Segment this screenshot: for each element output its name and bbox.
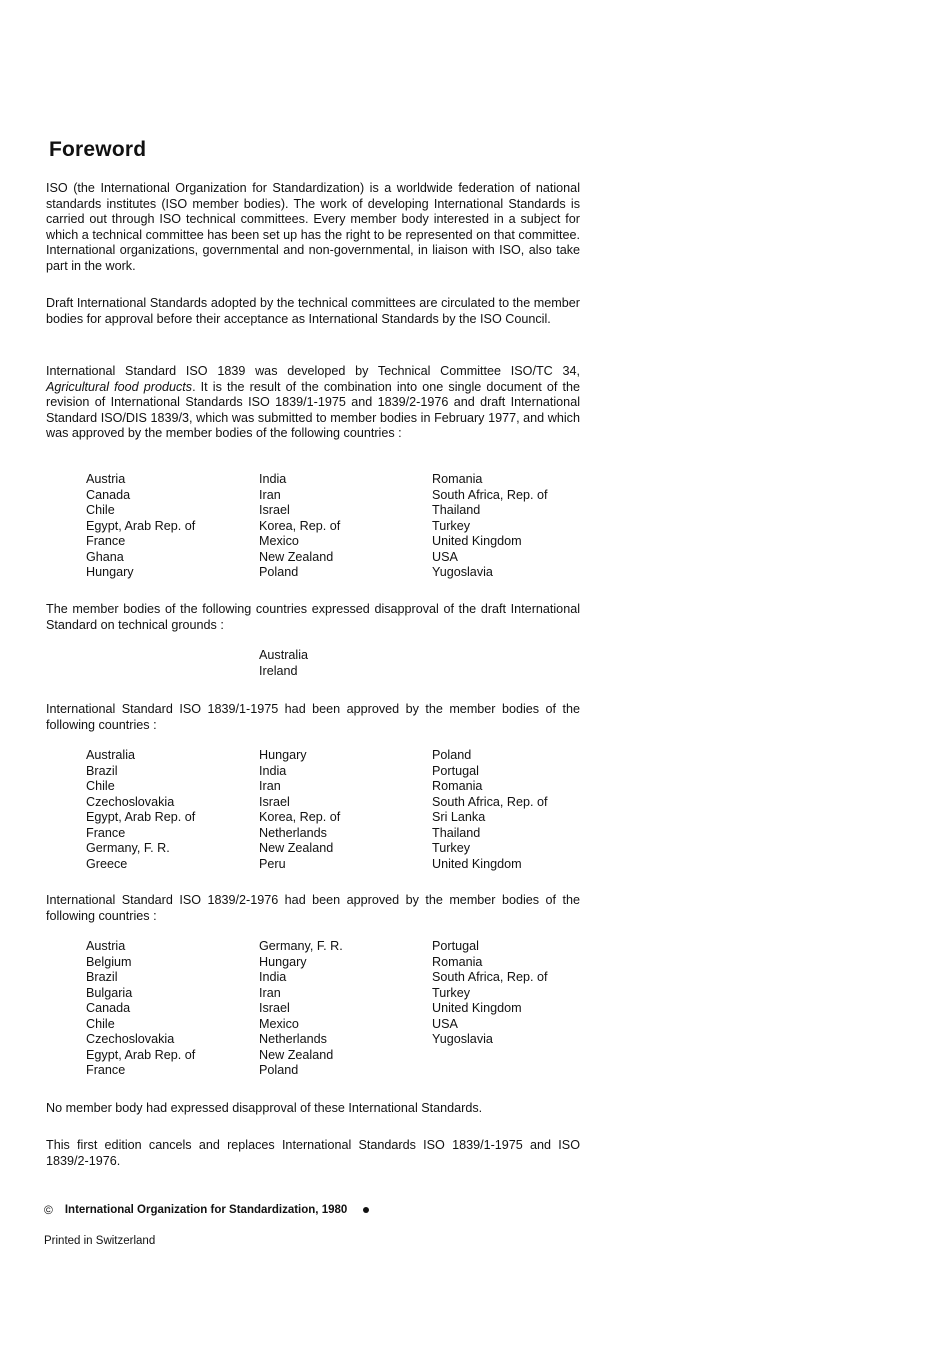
country-name: Thailand bbox=[432, 825, 481, 840]
country-name: Turkey bbox=[432, 841, 471, 855]
approving-countries-1977 bbox=[86, 472, 605, 581]
country-name: Austria bbox=[86, 472, 126, 486]
country-name: Israel bbox=[259, 503, 290, 517]
country-name: Netherlands bbox=[259, 1032, 327, 1046]
no-disapproval-paragraph: No member body had expressed disapproval of these International Standards. bbox=[46, 1101, 483, 1115]
approval-process-paragraph: Draft International Standards adopted by the technical committees are circulated to the member bodies for approval before their acceptance as International Standards by the ISO Council. bbox=[46, 296, 580, 326]
country-name: Chile bbox=[86, 1016, 115, 1031]
country-name: Netherlands bbox=[259, 825, 327, 840]
country-name: Mexico bbox=[259, 534, 299, 548]
iso-1839-2-paragraph: International Standard ISO 1839/2-1976 had been approved by the member bodies of the following countries : bbox=[46, 893, 580, 923]
country-name: Korea, Rep. of bbox=[259, 518, 341, 533]
country-name: Poland bbox=[432, 748, 472, 762]
country-name: Iran bbox=[259, 487, 281, 502]
country-name: Romania bbox=[432, 472, 483, 486]
country-name: Brazil bbox=[86, 763, 118, 778]
country-name: South Africa, Rep. of bbox=[432, 970, 548, 984]
country-name: South Africa, Rep. of bbox=[432, 794, 548, 809]
country-column-3 bbox=[432, 748, 605, 872]
country-name: New Zealand bbox=[259, 1047, 334, 1062]
country-name: Iran bbox=[259, 779, 281, 793]
country-name: Portugal bbox=[432, 939, 479, 953]
country-name: Turkey bbox=[432, 985, 471, 1000]
country-name: Chile bbox=[86, 779, 115, 793]
country-name: India bbox=[259, 472, 287, 486]
country-name: Austria bbox=[86, 939, 126, 953]
copyright-icon: © bbox=[44, 1203, 53, 1217]
country-name: United Kingdom bbox=[432, 1001, 522, 1015]
country-name: Poland bbox=[259, 565, 299, 579]
country-name: Egypt, Arab Rep. of bbox=[86, 518, 196, 533]
intro-paragraph: ISO (the International Organization for Standardization) is a worldwide federation of national standards institutes (ISO member bodies). The work of developing International Standards is carried out through ISO technical committees. Every member body interested in a subject for which a technical committee has been set up has the right to be represented on that committee. International organizations, governmental and non-governmental, in liaison with ISO, also take part in the work. bbox=[46, 181, 580, 273]
country-name: Egypt, Arab Rep. of bbox=[86, 810, 196, 824]
country-name: Iran bbox=[259, 985, 281, 1000]
country-name: Thailand bbox=[432, 503, 481, 517]
country-name: Peru bbox=[259, 856, 286, 871]
country-name: Belgium bbox=[86, 954, 132, 969]
printed-in: Printed in Switzerland bbox=[44, 1235, 156, 1247]
edition-paragraph: This first edition cancels and replaces International Standards ISO 1839/1-1975 and ISO 1839/2-1976. bbox=[46, 1138, 580, 1168]
development-text-end: . It is the result of the combination into one single document of the revision of International Standards ISO 1839/1-1975 and 1839/2-1976 and draft International Standard ISO/DIS 1839/3, which was submitted to member bodies in February 1977, and which was approved by the member bodies of the following countries : bbox=[46, 379, 580, 440]
country-name: Czechoslovakia bbox=[86, 794, 175, 809]
approving-countries-1975 bbox=[86, 748, 605, 872]
development-text-start: International Standard ISO 1839 was developed by Technical Committee ISO/TC 34, bbox=[46, 364, 580, 378]
country-name: Hungary bbox=[86, 565, 134, 579]
bullet-icon bbox=[363, 1207, 369, 1213]
country-name: Germany, F. R. bbox=[259, 939, 343, 953]
country-name: Yugoslavia bbox=[432, 565, 493, 579]
country-name: France bbox=[86, 825, 126, 840]
country-name: Chile bbox=[86, 503, 115, 517]
copyright-line bbox=[44, 1203, 369, 1217]
country-column-3 bbox=[432, 472, 605, 581]
country-column-2 bbox=[259, 939, 432, 1079]
country-column-2 bbox=[259, 748, 432, 872]
country-name: New Zealand bbox=[259, 841, 334, 855]
country-name: India bbox=[259, 763, 287, 778]
country-name: France bbox=[86, 534, 126, 548]
disapproval-paragraph: The member bodies of the following countries expressed disapproval of the draft International Standard on technical grounds : bbox=[46, 602, 580, 632]
country-name: South Africa, Rep. of bbox=[432, 487, 548, 502]
country-name: Israel bbox=[259, 1001, 290, 1015]
country-name: Mexico bbox=[259, 1016, 299, 1031]
country-name: Yugoslavia bbox=[432, 1032, 493, 1046]
development-paragraph bbox=[46, 364, 580, 442]
country-column-1 bbox=[86, 939, 259, 1079]
country-name: Germany, F. R. bbox=[86, 841, 170, 855]
country-name: Ireland bbox=[259, 663, 298, 678]
country-name: Canada bbox=[86, 1001, 131, 1015]
country-name: India bbox=[259, 970, 287, 984]
country-name: Korea, Rep. of bbox=[259, 810, 341, 824]
iso-1839-1-paragraph: International Standard ISO 1839/1-1975 had been approved by the member bodies of the following countries : bbox=[46, 702, 580, 732]
country-name: Hungary bbox=[259, 954, 307, 969]
country-name: United Kingdom bbox=[432, 534, 522, 548]
country-name: Ghana bbox=[86, 549, 124, 564]
country-name: Turkey bbox=[432, 518, 471, 533]
country-name: USA bbox=[432, 549, 458, 564]
approving-countries-1976 bbox=[86, 939, 605, 1079]
country-name: Romania bbox=[432, 954, 483, 969]
country-name: Egypt, Arab Rep. of bbox=[86, 1047, 196, 1062]
copyright-text: International Organization for Standardization, 1980 bbox=[64, 1204, 348, 1216]
country-name: Portugal bbox=[432, 763, 479, 778]
country-name: Poland bbox=[259, 1063, 299, 1077]
country-name: France bbox=[86, 1063, 126, 1077]
country-name: Australia bbox=[86, 748, 135, 762]
country-name: Bulgaria bbox=[86, 985, 133, 1000]
page-title: Foreword bbox=[49, 138, 147, 161]
country-name: Australia bbox=[259, 648, 308, 662]
country-name: New Zealand bbox=[259, 549, 334, 564]
country-column-3 bbox=[432, 939, 605, 1079]
country-column-1 bbox=[86, 748, 259, 872]
country-name: USA bbox=[432, 1016, 458, 1031]
country-name: Hungary bbox=[259, 748, 307, 762]
country-name: Canada bbox=[86, 487, 131, 502]
country-name: United Kingdom bbox=[432, 856, 522, 871]
disapproving-countries bbox=[259, 648, 308, 679]
country-name: Czechoslovakia bbox=[86, 1032, 175, 1046]
country-name: Brazil bbox=[86, 970, 118, 984]
country-column-1 bbox=[86, 472, 259, 581]
country-name: Greece bbox=[86, 856, 128, 871]
country-column-2 bbox=[259, 472, 432, 581]
committee-title: Agricultural food products bbox=[46, 379, 193, 394]
country-name: Israel bbox=[259, 794, 290, 809]
country-name: Sri Lanka bbox=[432, 810, 486, 824]
country-name: Romania bbox=[432, 779, 483, 793]
